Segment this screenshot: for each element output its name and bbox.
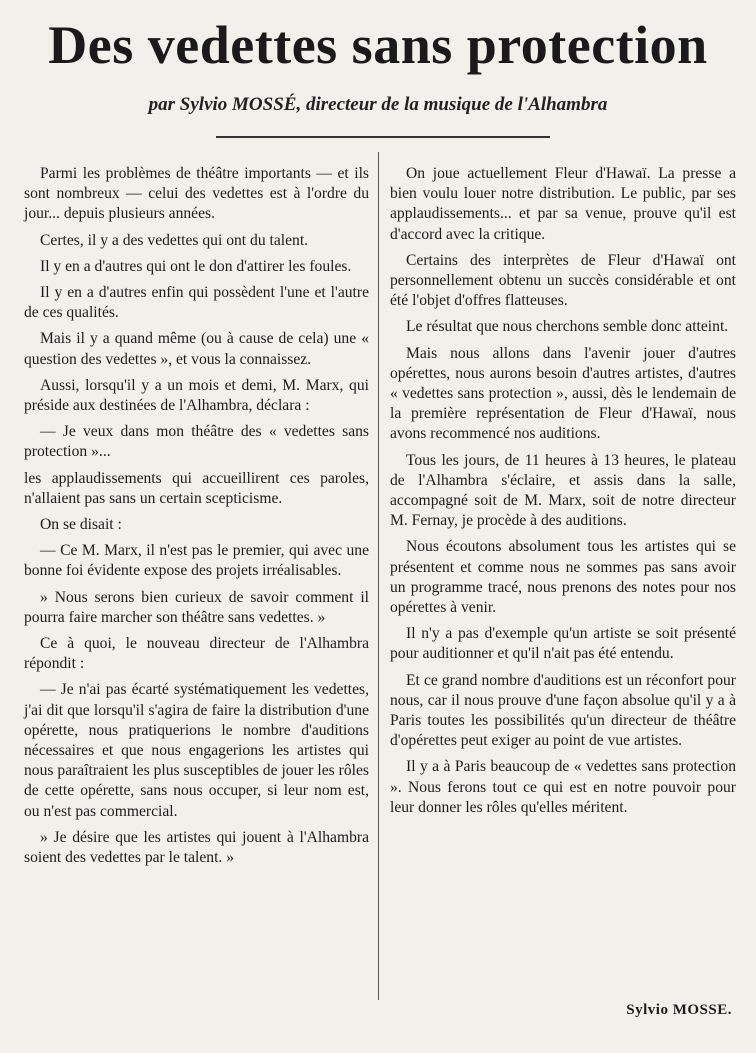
paragraph: Tous les jours, de 11 heures à 13 heures, le plateau de l'Alhambra s'éclaire, et assis dans la salle, accompagné soit de M. Marx, soit de notre directeur M. Fernay, je procède à des auditions. (390, 451, 736, 530)
paragraph: Ce à quoi, le nouveau directeur de l'Alhambra répondit : (24, 635, 369, 673)
paragraph: » Nous serons bien curieux de savoir comment il pourra faire marcher son théâtre sans vedettes. » (24, 588, 369, 626)
paragraph: Aussi, lorsqu'il y a un mois et demi, M. Marx, qui préside aux destinées de l'Alhambra, déclara : (24, 376, 369, 415)
paragraph: On joue actuellement Fleur d'Hawaï. La presse a bien voulu louer notre distribution. Le public, par ses applaudissements... et par sa venue, prouve qu'il est d'accord avec la critique. (390, 165, 736, 243)
paragraph: On se disait : (40, 516, 122, 534)
paragraph: Parmi les problèmes de théâtre importants — et ils sont nombreux — celui des vedettes est à l'ordre du jour... depuis plusieurs années. (24, 165, 369, 223)
paragraph: — Je n'ai pas écarté systématiquement les vedettes, j'ai dit que lorsqu'il s'agira de faire la distribution d'une opérette, nous pratiquerions le nombre d'auditions nécessaires et que nous engagerions les artistes qui nous paraîtraient les plus susceptibles de jouer les rôles de cette opérette, sans nous occuper, si leur nom est, ou n'est pas commercial. (24, 681, 369, 820)
paragraph: Il y en a d'autres enfin qui possèdent l'une et l'autre de ces qualités. (24, 284, 369, 322)
left-column (24, 164, 369, 874)
paragraph: — Ce M. Marx, il n'est pas le premier, qui avec une bonne foi évidente expose des projets irréalisables. (24, 542, 369, 580)
article-headline: Des vedettes sans protection (48, 15, 708, 75)
title-rule (216, 136, 550, 138)
article-byline: par Sylvio MOSSÉ, directeur de la musique de l'Alhambra (148, 94, 608, 115)
paragraph: les applaudissements qui accueillirent ces paroles, n'allaient pas sans un certain scepticisme. (24, 469, 369, 507)
paragraph: Mais nous allons dans l'avenir jouer d'autres opérettes, nous aurons besoin d'autres artistes, d'autres « vedettes sans protection », aussi, dès le lendemain de la première représentation de Fleur d'Hawaï, nous avons recommencé nos auditions. (390, 344, 736, 443)
paragraph: Mais il y a quand même (ou à cause de cela) une « question des vedettes », et vous la connaissez. (24, 330, 369, 368)
paragraph: Il n'y a pas d'exemple qu'un artiste se soit présenté pour auditionner et qu'il n'ait pas été entendu. (390, 625, 736, 663)
paragraph: Certains des interprètes de Fleur d'Hawaï ont personnellement obtenu un succès considérable et ont été l'objet d'offres flatteuses. (390, 251, 736, 310)
paragraph: Nous écoutons absolument tous les artistes qui se présentent et comme nous ne sommes pas sans avoir un programme tracé, nous prenons des notes pour nos opérettes à venir. (390, 538, 736, 617)
right-column (390, 164, 736, 824)
paragraph: Le résultat que nous cherchons semble donc atteint. (406, 318, 729, 336)
paragraph: Il y a à Paris beaucoup de « vedettes sans protection ». Nous ferons tout ce qui est en notre pouvoir pour leur donner les rôles qu'elles méritent. (390, 758, 736, 816)
column-divider (378, 152, 379, 1000)
paragraph: Et ce grand nombre d'auditions est un réconfort pour nous, car il nous prouve d'une façon absolue qu'il y a à Paris toutes les possibilités qu'un directeur de théâtre d'opérettes peut exiger au point de vue artistes. (390, 671, 736, 750)
paragraph: — Je veux dans mon théâtre des « vedettes sans protection »... (24, 423, 369, 461)
paragraph: Il y en a d'autres qui ont le don d'attirer les foules. (40, 257, 352, 275)
paragraph: Certes, il y a des vedettes qui ont du talent. (40, 231, 309, 249)
author-signature: Sylvio MOSSE. (626, 1002, 732, 1018)
paragraph: » Je désire que les artistes qui jouent à l'Alhambra soient des vedettes par le talent. » (24, 828, 369, 867)
